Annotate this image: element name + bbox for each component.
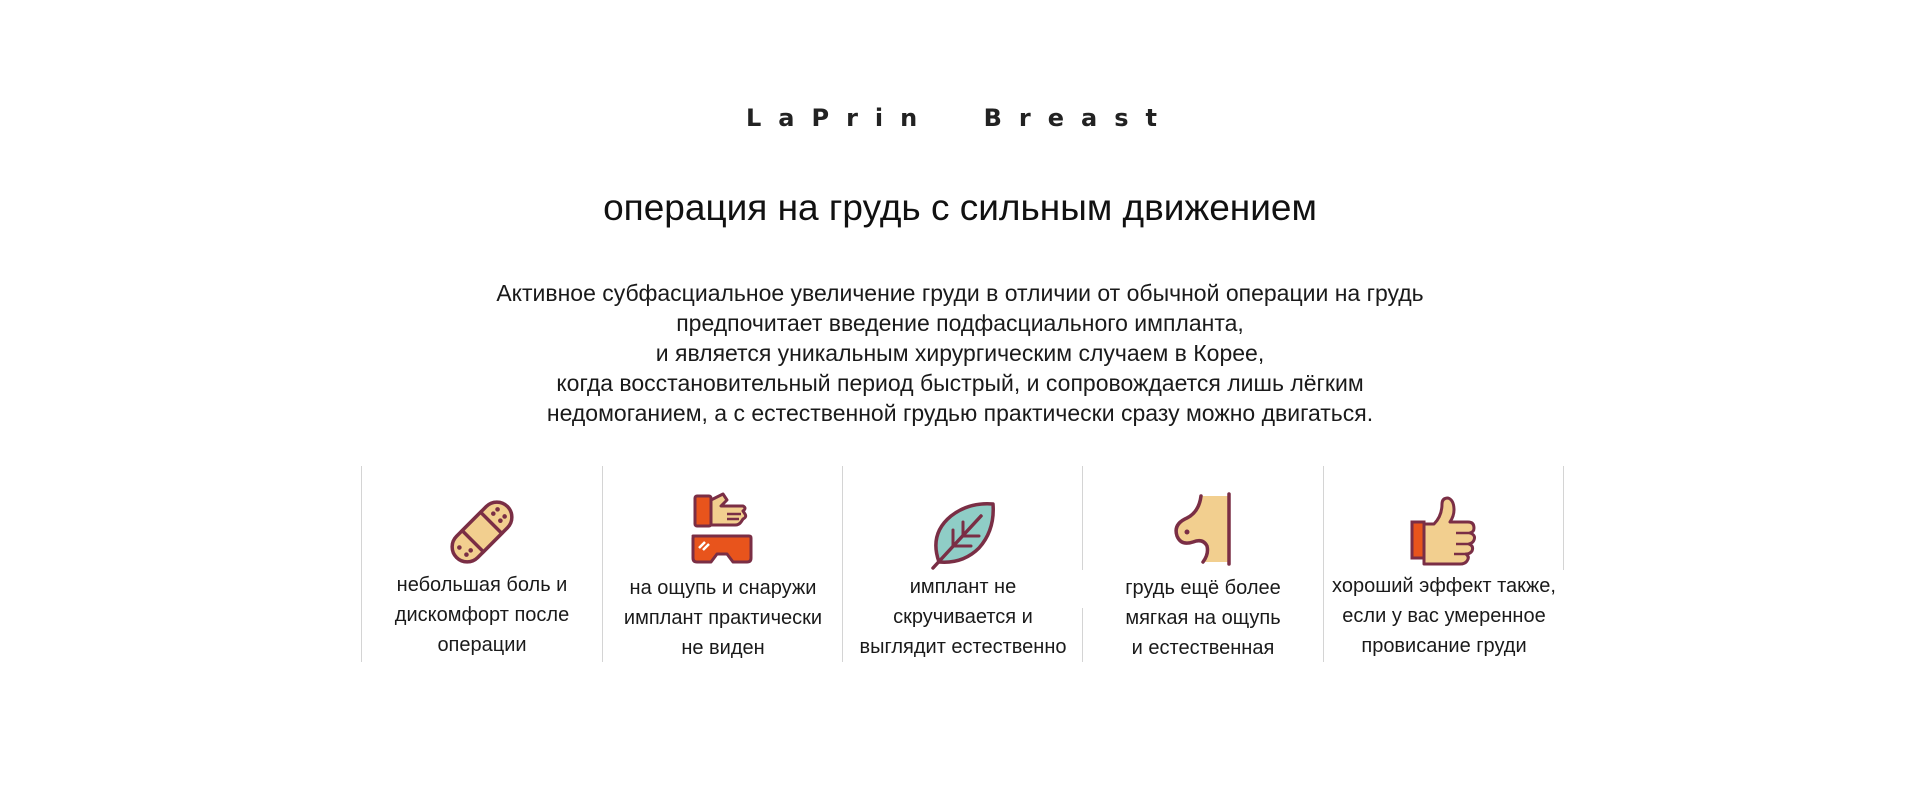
bandage-icon [442, 492, 522, 572]
feature-caption [1324, 571, 1564, 661]
feature-caption [362, 570, 602, 660]
description-line: и является уникальным хирургическим случаем в Корее, [655, 340, 1265, 366]
feature-caption-line: имплант не [909, 576, 1017, 598]
feature-caption-line: дискомфорт после [394, 604, 570, 626]
description [360, 278, 1560, 428]
leaf-icon [923, 494, 1003, 574]
feature-caption-line: операции [437, 634, 527, 656]
feature-item-invisible [603, 466, 843, 662]
page-headline: операция на грудь с сильным движением [603, 187, 1317, 228]
feature-caption-line: на ощупь и снаружи [629, 577, 817, 599]
feature-caption-line: если у вас умеренное [1342, 605, 1546, 627]
description-line: Активное субфасциальное увеличение груди в отличии от обычной операции на грудь [496, 280, 1424, 306]
feature-caption [603, 573, 843, 663]
glove-goggles-icon [683, 492, 763, 572]
description-line: предпочитает введение подфасциального импланта, [676, 310, 1244, 336]
thumbs-up-icon [1404, 494, 1484, 574]
feature-caption [843, 572, 1083, 662]
feature-item-pain [362, 466, 602, 662]
feature-caption-line: небольшая боль и [396, 574, 568, 596]
feature-caption-line: и естественная [1131, 637, 1275, 659]
feature-caption-line: грудь ещё более [1125, 577, 1281, 599]
description-line: недомоганием, а с естественной грудью практически сразу можно двигаться. [546, 400, 1374, 426]
description-line: когда восстановительный период быстрый, и сопровождается лишь лёгким [556, 370, 1364, 396]
feature-caption [1083, 573, 1323, 663]
features-row [361, 466, 1564, 662]
feature-caption-line: не виден [681, 637, 765, 659]
feature-item-natural [843, 466, 1083, 662]
feature-caption-line: выглядит естественно [859, 636, 1067, 658]
feature-item-soft [1083, 466, 1323, 662]
feature-item-effect [1324, 466, 1564, 662]
breast-icon [1163, 490, 1243, 570]
feature-caption-line: имплант практически [623, 607, 823, 629]
feature-caption-line: скручивается и [893, 606, 1033, 628]
feature-caption-line: провисание груди [1361, 635, 1527, 657]
feature-caption-line: мягкая на ощупь [1125, 607, 1281, 629]
feature-caption-line: хороший эффект также, [1332, 575, 1556, 597]
brand-title: LaPrin Breast [746, 104, 1174, 132]
